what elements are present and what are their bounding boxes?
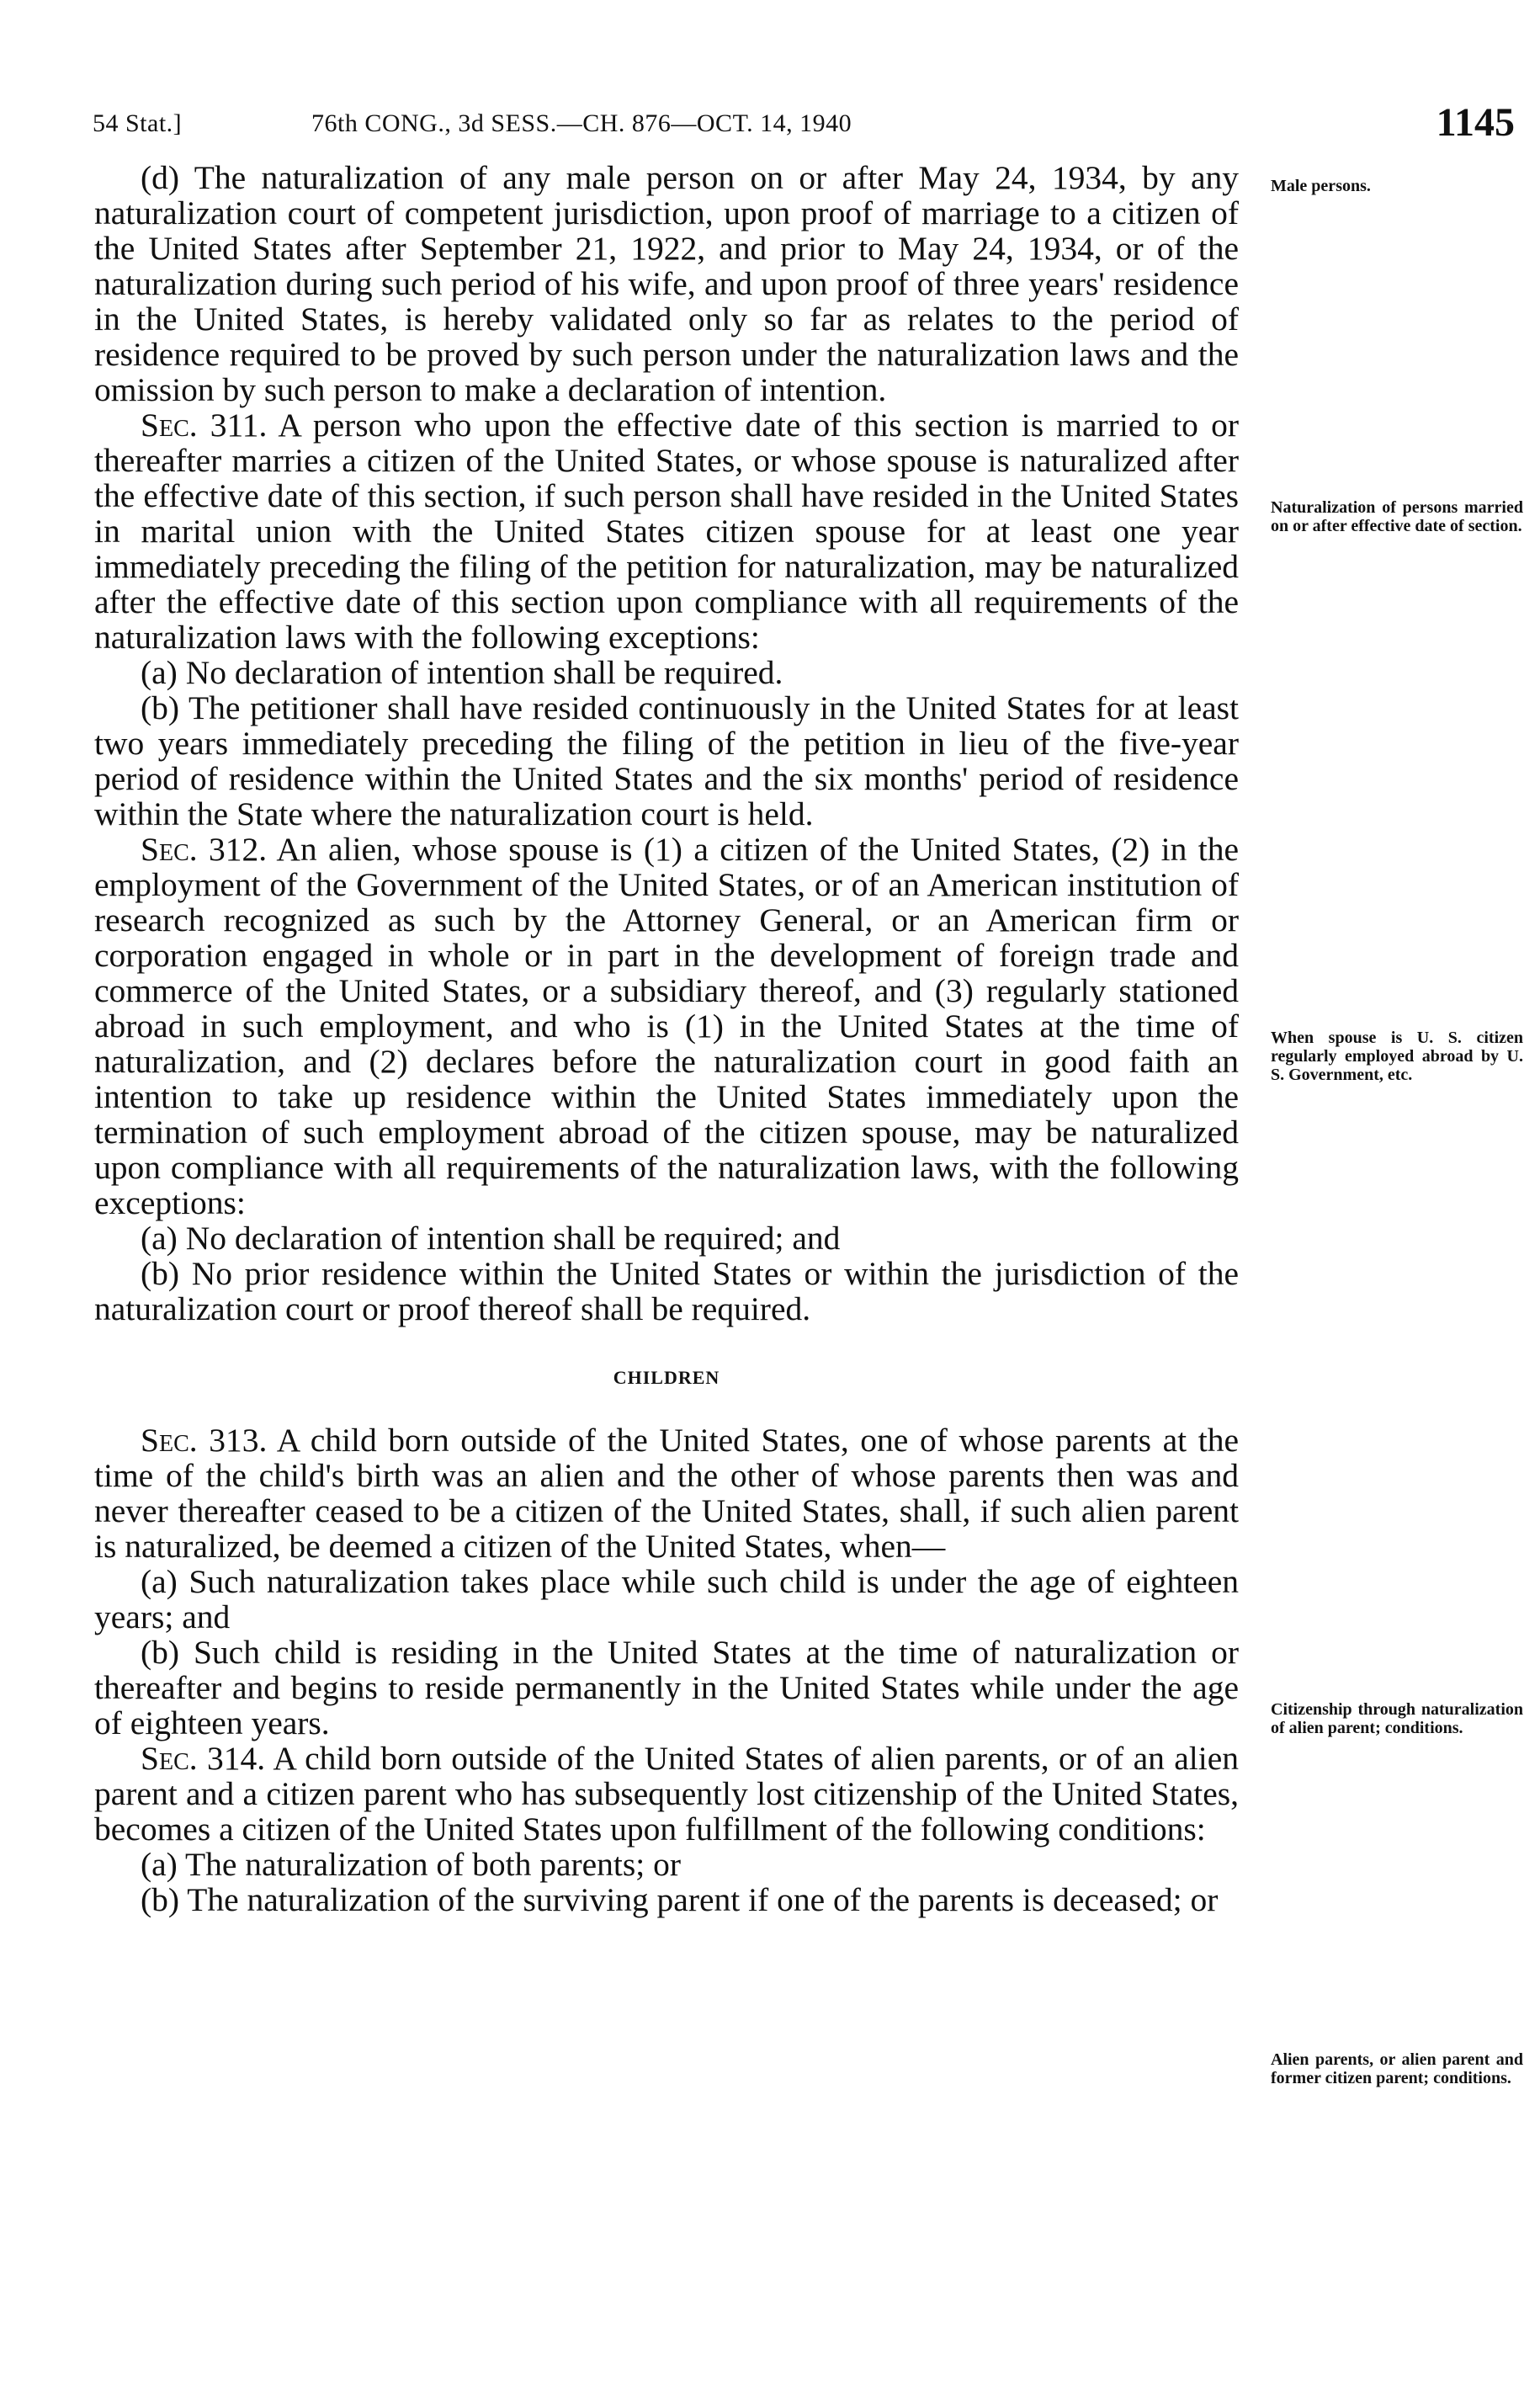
section-label: Sec. 314.	[141, 1740, 266, 1777]
section-313-clause-a: (a) Such naturalization takes place while such child is under the age of eighteen years; and	[94, 1563, 1239, 1635]
section-314-clause-a: (a) The naturalization of both parents; or	[141, 1846, 682, 1883]
section-313-clause-b: (b) Such child is residing in the United States at the time of naturalization or thereafter and begins to reside permanently in the United States while under the age of eighteen years.	[94, 1634, 1239, 1741]
margin-note-citizenship-through-parent: Citizenship through naturalization of alien parent; conditions.	[1271, 1700, 1523, 1737]
section-label: Sec. 312.	[141, 831, 268, 868]
volume-reference: 54 Stat.]	[93, 109, 183, 137]
page-header	[93, 99, 1515, 150]
section-text: A child born outside of the United States of alien parents, or of an alien parent and a citizen parent who has subsequently lost citizenship of the United States, becomes a citizen of the United States upon fulfillment of the following conditions:	[94, 1740, 1239, 1848]
paragraph-d-male-persons: (d) The naturalization of any male person on or after May 24, 1934, by any naturalization court of competent jurisdiction, upon proof of marriage to a citizen of the United States after September 21, 1922, and prior to May 24, 1934, or of the naturalization during such period of his wife, and upon proof of three years' residence in the United States, is hereby validated only so far as relates to the period of residence required to be proved by such person under the naturalization laws and the omission by such person to make a declaration of intention.	[94, 159, 1239, 408]
section-312	[94, 832, 1239, 1220]
margin-note-alien-parents: Alien parents, or alien parent and former citizen parent; conditions.	[1271, 2050, 1523, 2087]
section-312-clause-b: (b) No prior residence within the United States or within the jurisdiction of the naturalization court or proof thereof shall be required.	[94, 1255, 1239, 1327]
section-text: A child born outside of the United States, one of whose parents at the time of the child's birth was an alien and the other of whose parents then was and never thereafter ceased to be a citizen of the United States, shall, if such alien parent is naturalized, be deemed a citizen of the United States, when—	[94, 1422, 1240, 1565]
section-label: Sec. 311.	[141, 407, 268, 444]
statute-body	[94, 160, 1239, 1917]
margin-note-male-persons: Male persons.	[1271, 177, 1371, 195]
section-313	[94, 1422, 1239, 1564]
section-311	[94, 407, 1239, 655]
section-text: A person who upon the effective date of this section is married to or thereafter marries a citizen of the United States, or whose spouse is naturalized after the effective date of this section, if such person shall have resided in the United States in marital union with the United States citizen spouse for at least one year immediately preceding the filing of the petition for naturalization, may be naturalized after the effective date of this section upon compliance with all requirements of the naturalization laws with the following exceptions:	[94, 407, 1239, 656]
section-314-clause-b: (b) The naturalization of the surviving parent if one of the parents is deceased; or	[141, 1881, 1219, 1918]
running-head-citation: 76th CONG., 3d SESS.—CH. 876—OCT. 14, 1940	[311, 109, 852, 137]
margin-note-spouse-abroad: When spouse is U. S. citizen regularly employed abroad by U. S. Government, etc.	[1271, 1029, 1523, 1084]
section-311-clause-b: (b) The petitioner shall have resided continuously in the United States for at least two years immediately preceding the filing of the petition in lieu of the five-year period of residence within the United States and the six months' period of residence within the State where the naturalization court is held.	[94, 689, 1239, 832]
margin-note-naturalization-after-date: Naturalization of persons married on or after effective date of section.	[1271, 498, 1523, 535]
section-text: An alien, whose spouse is (1) a citizen of the United States, (2) in the employment of the Government of the United States, or of an American institution of research recognized as such by the Attorney General, or an American firm or corporation engaged in whole or in part in the development of foreign trade and commerce of the United States, or a subsidiary thereof, and (3) regularly stationed abroad in such employment, and who is (1) in the United States at the time of naturalization, and (2) declares before the naturalization court in good faith an intention to take up residence within the United States immediately upon the termination of such employment abroad of the citizen spouse, may be naturalized upon compliance with all requirements of the naturalization laws, with the following exceptions:	[94, 831, 1240, 1221]
section-311-clause-a: (a) No declaration of intention shall be required.	[141, 654, 783, 691]
page-number: 1145	[1436, 100, 1515, 145]
section-312-clause-a: (a) No declaration of intention shall be required; and	[141, 1220, 841, 1257]
children-heading: CHILDREN	[613, 1367, 720, 1388]
section-314	[94, 1741, 1239, 1847]
section-label: Sec. 313.	[141, 1422, 268, 1459]
